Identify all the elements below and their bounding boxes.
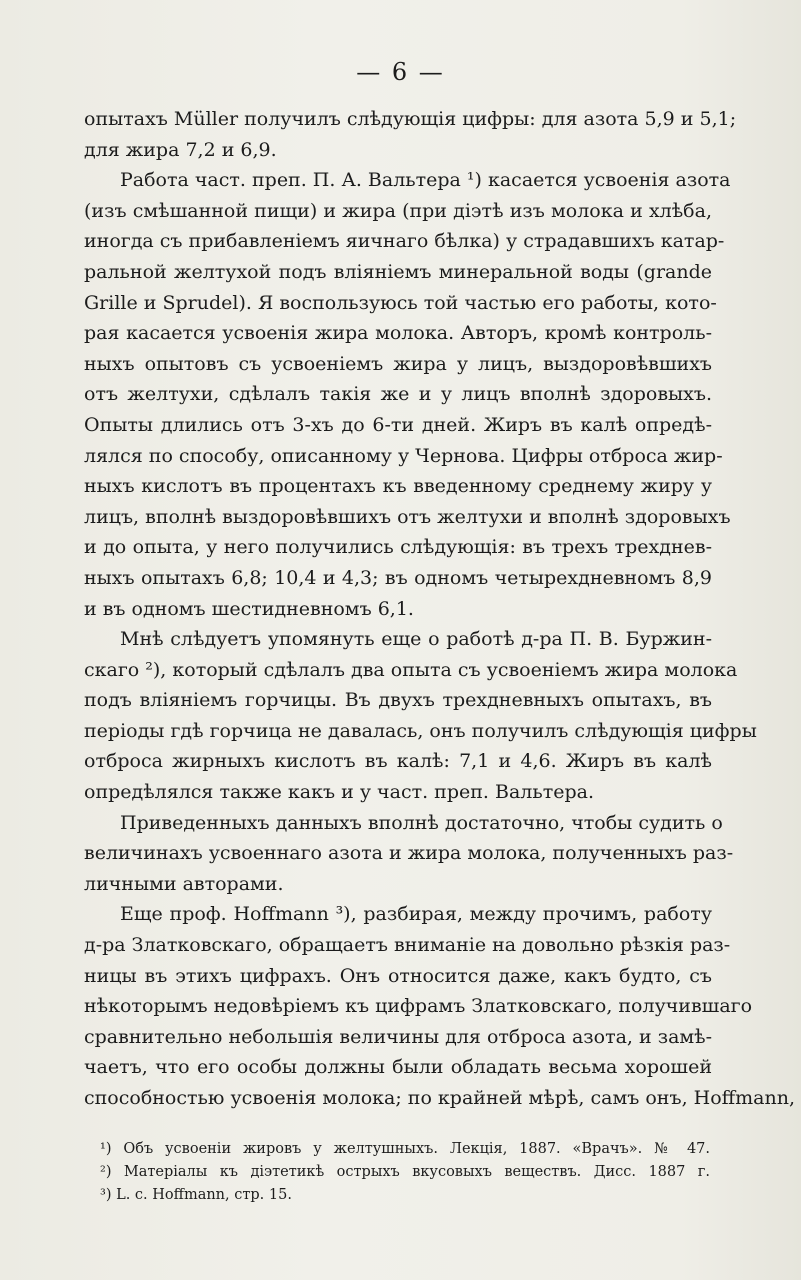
text-line: ныхъ кислотъ въ процентахъ къ введенному среднему жиру у — [84, 475, 712, 498]
text-line: Grille и Sprudel). Я воспользуюсь той частью его работы, кото- — [84, 291, 717, 314]
text-line: и въ одномъ шестидневномъ 6,1. — [84, 597, 414, 620]
text-line: скаго ²), который сдѣлалъ два опыта съ усвоеніемъ жира молока — [84, 658, 738, 681]
text-line: сравнительно небольшія величины для отброса азота, и замѣ- — [84, 1025, 713, 1048]
body-text — [84, 104, 796, 1114]
text-line: Мнѣ слѣдуетъ упомянуть еще о работѣ д-ра П. В. Буржин- — [120, 628, 712, 651]
footnote: ³) L. c. Hoffmann, стр. 15. — [100, 1187, 292, 1203]
text-line: нѣкоторымъ недовѣріемъ къ цифрамъ Златковскаго, получившаго — [84, 995, 753, 1018]
text-line: (изъ смѣшанной пищи) и жира (при діэтѣ изъ молока и хлѣба, — [84, 199, 712, 222]
text-line: д-ра Златковскаго, обращаетъ вниманіе на довольно рѣзкія раз- — [84, 934, 731, 957]
page-number: — 6 — — [356, 58, 445, 86]
text-line: подъ вліяніемъ горчицы. Въ двухъ трехдневныхъ опытахъ, въ — [84, 689, 712, 712]
text-line: періоды гдѣ горчица не давалась, онъ получилъ слѣдующія цифры — [84, 719, 757, 742]
text-line: отброса жирныхъ кислотъ въ калѣ: 7,1 и 4,6. Жиръ въ калѣ — [84, 750, 712, 773]
text-line: рая касается усвоенія жира молока. Авторъ, кромѣ контроль- — [84, 322, 712, 345]
text-line: для жира 7,2 и 6,9. — [84, 138, 277, 161]
text-line: опытахъ Müller получилъ слѣдующія цифры: для азота 5,9 и 5,1; — [84, 108, 737, 130]
text-line: опредѣлялся также какъ и у част. преп. Вальтера. — [84, 781, 594, 804]
text-line: Опыты длились отъ 3-хъ до 6-ти дней. Жиръ въ калѣ опредѣ- — [84, 413, 712, 436]
text-line: величинахъ усвоеннаго азота и жира молока, полученныхъ раз- — [84, 842, 734, 865]
text-line: иногда съ прибавленіемъ яичнаго бѣлка) у страдавшихъ катар- — [84, 230, 725, 253]
text-line: Еще проф. Hoffmann ³), разбирая, между прочимъ, работу — [120, 903, 712, 926]
text-line: ницы въ этихъ цифрахъ. Онъ относится даже, какъ будто, съ — [84, 964, 712, 987]
text-line: Приведенныхъ данныхъ вполнѣ достаточно, чтобы судить о — [120, 811, 723, 834]
text-line: ныхъ опытовъ съ усвоеніемъ жира у лицъ, выздоровѣвшихъ — [84, 352, 712, 375]
footnote: ¹) Объ усвоеніи жировъ у желтушныхъ. Лекція, 1887. «Врачъ». № 47. — [100, 1141, 710, 1157]
footnote: ²) Матеріалы къ діэтетикѣ острыхъ вкусовыхъ веществъ. Дисс. 1887 г. — [100, 1164, 710, 1180]
text-line: ныхъ опытахъ 6,8; 10,4 и 4,3; въ одномъ четырехдневномъ 8,9 — [84, 566, 712, 589]
text-line: лялся по способу, описанному у Чернова. Цифры отброса жир- — [84, 444, 723, 467]
text-line: чаетъ, что его особы должны были обладать весьма хорошей — [84, 1056, 712, 1079]
text-line: отъ желтухи, сдѣлалъ такія же и у лицъ вполнѣ здоровыхъ. — [84, 383, 712, 406]
footnotes — [100, 1138, 710, 1207]
text-line: Работа част. преп. П. А. Вальтера ¹) касается усвоенія азота — [120, 169, 731, 192]
text-line: лицъ, вполнѣ выздоровѣвшихъ отъ желтухи и вполнѣ здоровыхъ — [84, 505, 731, 528]
text-line: ральной желтухой подъ вліяніемъ минеральной воды (grande — [84, 260, 712, 283]
text-line: способностью усвоенія молока; по крайней мѣрѣ, самъ онъ, Hoffmann, — [84, 1087, 796, 1109]
text-line: личными авторами. — [84, 872, 284, 895]
text-line: и до опыта, у него получились слѣдующія: въ трехъ трехднев- — [84, 536, 712, 559]
